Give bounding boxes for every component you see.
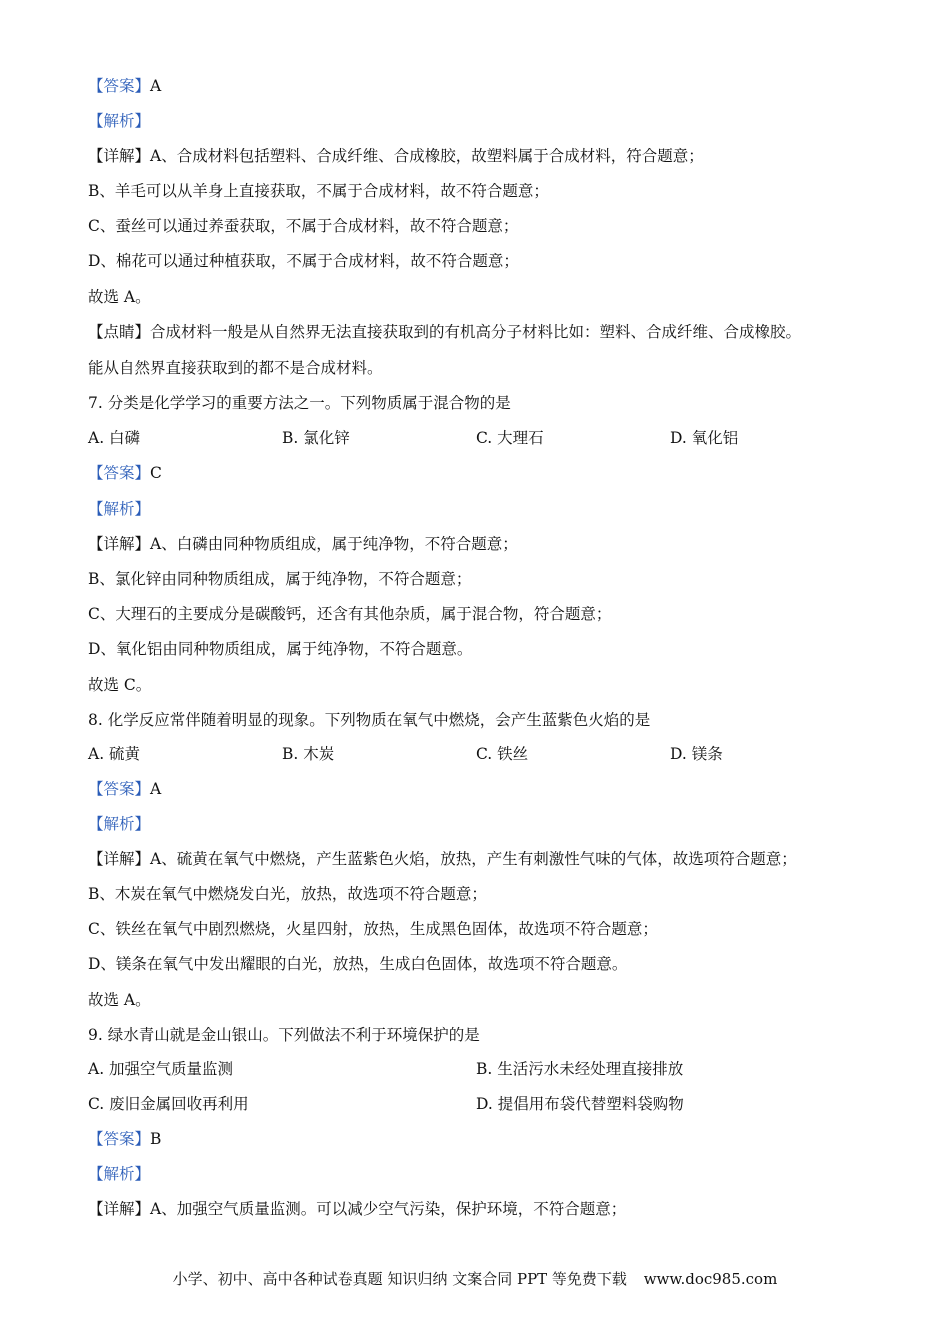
comment-text: 合成材料一般是从自然界无法直接获取到的有机高分子材料比如：塑料、合成纤维、合成橡胶。: [150, 323, 802, 341]
q9-answer-line: [88, 1128, 161, 1150]
answer-value: A: [150, 77, 162, 95]
q7-option-a: A. 白磷: [88, 429, 141, 447]
q8-option-a: A. 硫黄: [88, 745, 141, 763]
q8-option-c: C. 铁丝: [476, 745, 529, 763]
detail-text: A、白磷由同种物质组成，属于纯净物，不符合题意；: [150, 535, 518, 553]
q7-option-d: D. 氧化铝: [670, 429, 739, 447]
answer-value: A: [150, 780, 162, 798]
q7-detail-b: B、氯化锌由同种物质组成，属于纯净物，不符合题意；: [88, 570, 472, 588]
q9-stem: 9. 绿水青山就是金山银山。下列做法不利于环境保护的是: [88, 1026, 480, 1044]
q6-detail-d: D、棉花可以通过种植获取，不属于合成材料，故不符合题意；: [88, 252, 519, 270]
q7-detail-d: D、氧化铝由同种物质组成，属于纯净物，不符合题意。: [88, 640, 473, 658]
q9-option-c: C. 废旧金属回收再利用: [88, 1095, 249, 1113]
analysis-tag: 【解析】: [88, 112, 151, 130]
q8-detail-d: D、镁条在氧气中发出耀眼的白光，放热，生成白色固体，故选项不符合题意。: [88, 955, 628, 973]
answer-tag: 【答案】: [88, 1130, 151, 1148]
q6-analysis-line: [88, 110, 150, 132]
q7-option-c: C. 大理石: [476, 429, 544, 447]
analysis-tag: 【解析】: [88, 500, 151, 518]
detail-tag: 【详解】: [88, 535, 151, 553]
q7-stem: 7. 分类是化学学习的重要方法之一。下列物质属于混合物的是: [88, 394, 511, 412]
q9-option-a: A. 加强空气质量监测: [88, 1060, 234, 1078]
footer-text: 小学、初中、高中各种试卷真题 知识归纳 文案合同 PPT 等免费下载: [172, 1270, 627, 1288]
q9-detail-a: [88, 1198, 626, 1220]
q7-detail-a: [88, 533, 518, 555]
q9-option-b: B. 生活污水未经处理直接排放: [476, 1060, 684, 1078]
q7-option-b: B. 氯化锌: [282, 429, 350, 447]
footer-url[interactable]: www.doc985.com: [643, 1270, 778, 1288]
q6-detail-b: B、羊毛可以从羊身上直接获取，不属于合成材料，故不符合题意；: [88, 182, 549, 200]
detail-tag: 【详解】: [88, 1200, 151, 1218]
analysis-tag: 【解析】: [88, 1165, 151, 1183]
detail-text: A、合成材料包括塑料、合成纤维、合成橡胶，故塑料属于合成材料，符合题意；: [150, 147, 704, 165]
answer-tag: 【答案】: [88, 464, 151, 482]
q6-comment-continued: 能从自然界直接获取到的都不是合成材料。: [88, 359, 383, 377]
comment-tag: 【点睛】: [88, 323, 151, 341]
answer-value: C: [150, 464, 162, 482]
q6-comment: [88, 321, 801, 343]
answer-tag: 【答案】: [88, 77, 151, 95]
detail-tag: 【详解】: [88, 147, 151, 165]
q8-detail-c: C、铁丝在氧气中剧烈燃烧，火星四射，放热，生成黑色固体，故选项不符合题意；: [88, 920, 658, 938]
q7-conclusion: 故选 C。: [88, 676, 152, 694]
q6-conclusion: 故选 A。: [88, 288, 151, 306]
q8-option-d: D. 镁条: [670, 745, 723, 763]
detail-text: A、硫黄在氧气中燃烧，产生蓝紫色火焰，放热，产生有刺激性气味的气体，故选项符合题意；: [150, 850, 797, 868]
q8-analysis-line: [88, 813, 150, 835]
q7-answer-line: [88, 462, 162, 484]
q8-detail-b: B、木炭在氧气中燃烧发白光，放热，故选项不符合题意；: [88, 885, 487, 903]
q7-detail-c: C、大理石的主要成分是碳酸钙，还含有其他杂质，属于混合物，符合题意；: [88, 605, 612, 623]
q6-answer-line: [88, 75, 161, 97]
q9-analysis-line: [88, 1163, 150, 1185]
q8-conclusion: 故选 A。: [88, 991, 151, 1009]
q7-analysis-line: [88, 498, 150, 520]
q9-option-d: D. 提倡用布袋代替塑料袋购物: [476, 1095, 684, 1113]
q8-option-b: B. 木炭: [282, 745, 335, 763]
q8-answer-line: [88, 778, 161, 800]
q6-detail-a: [88, 145, 704, 167]
detail-text: A、加强空气质量监测。可以减少空气污染，保护环境，不符合题意；: [150, 1200, 627, 1218]
answer-tag: 【答案】: [88, 780, 151, 798]
q6-detail-c: C、蚕丝可以通过养蚕获取，不属于合成材料，故不符合题意；: [88, 217, 519, 235]
analysis-tag: 【解析】: [88, 815, 151, 833]
answer-value: B: [150, 1130, 162, 1148]
page-footer: [0, 1268, 950, 1289]
q8-detail-a: [88, 848, 797, 870]
q8-stem: 8. 化学反应常伴随着明显的现象。下列物质在氧气中燃烧，会产生蓝紫色火焰的是: [88, 711, 651, 729]
detail-tag: 【详解】: [88, 850, 151, 868]
